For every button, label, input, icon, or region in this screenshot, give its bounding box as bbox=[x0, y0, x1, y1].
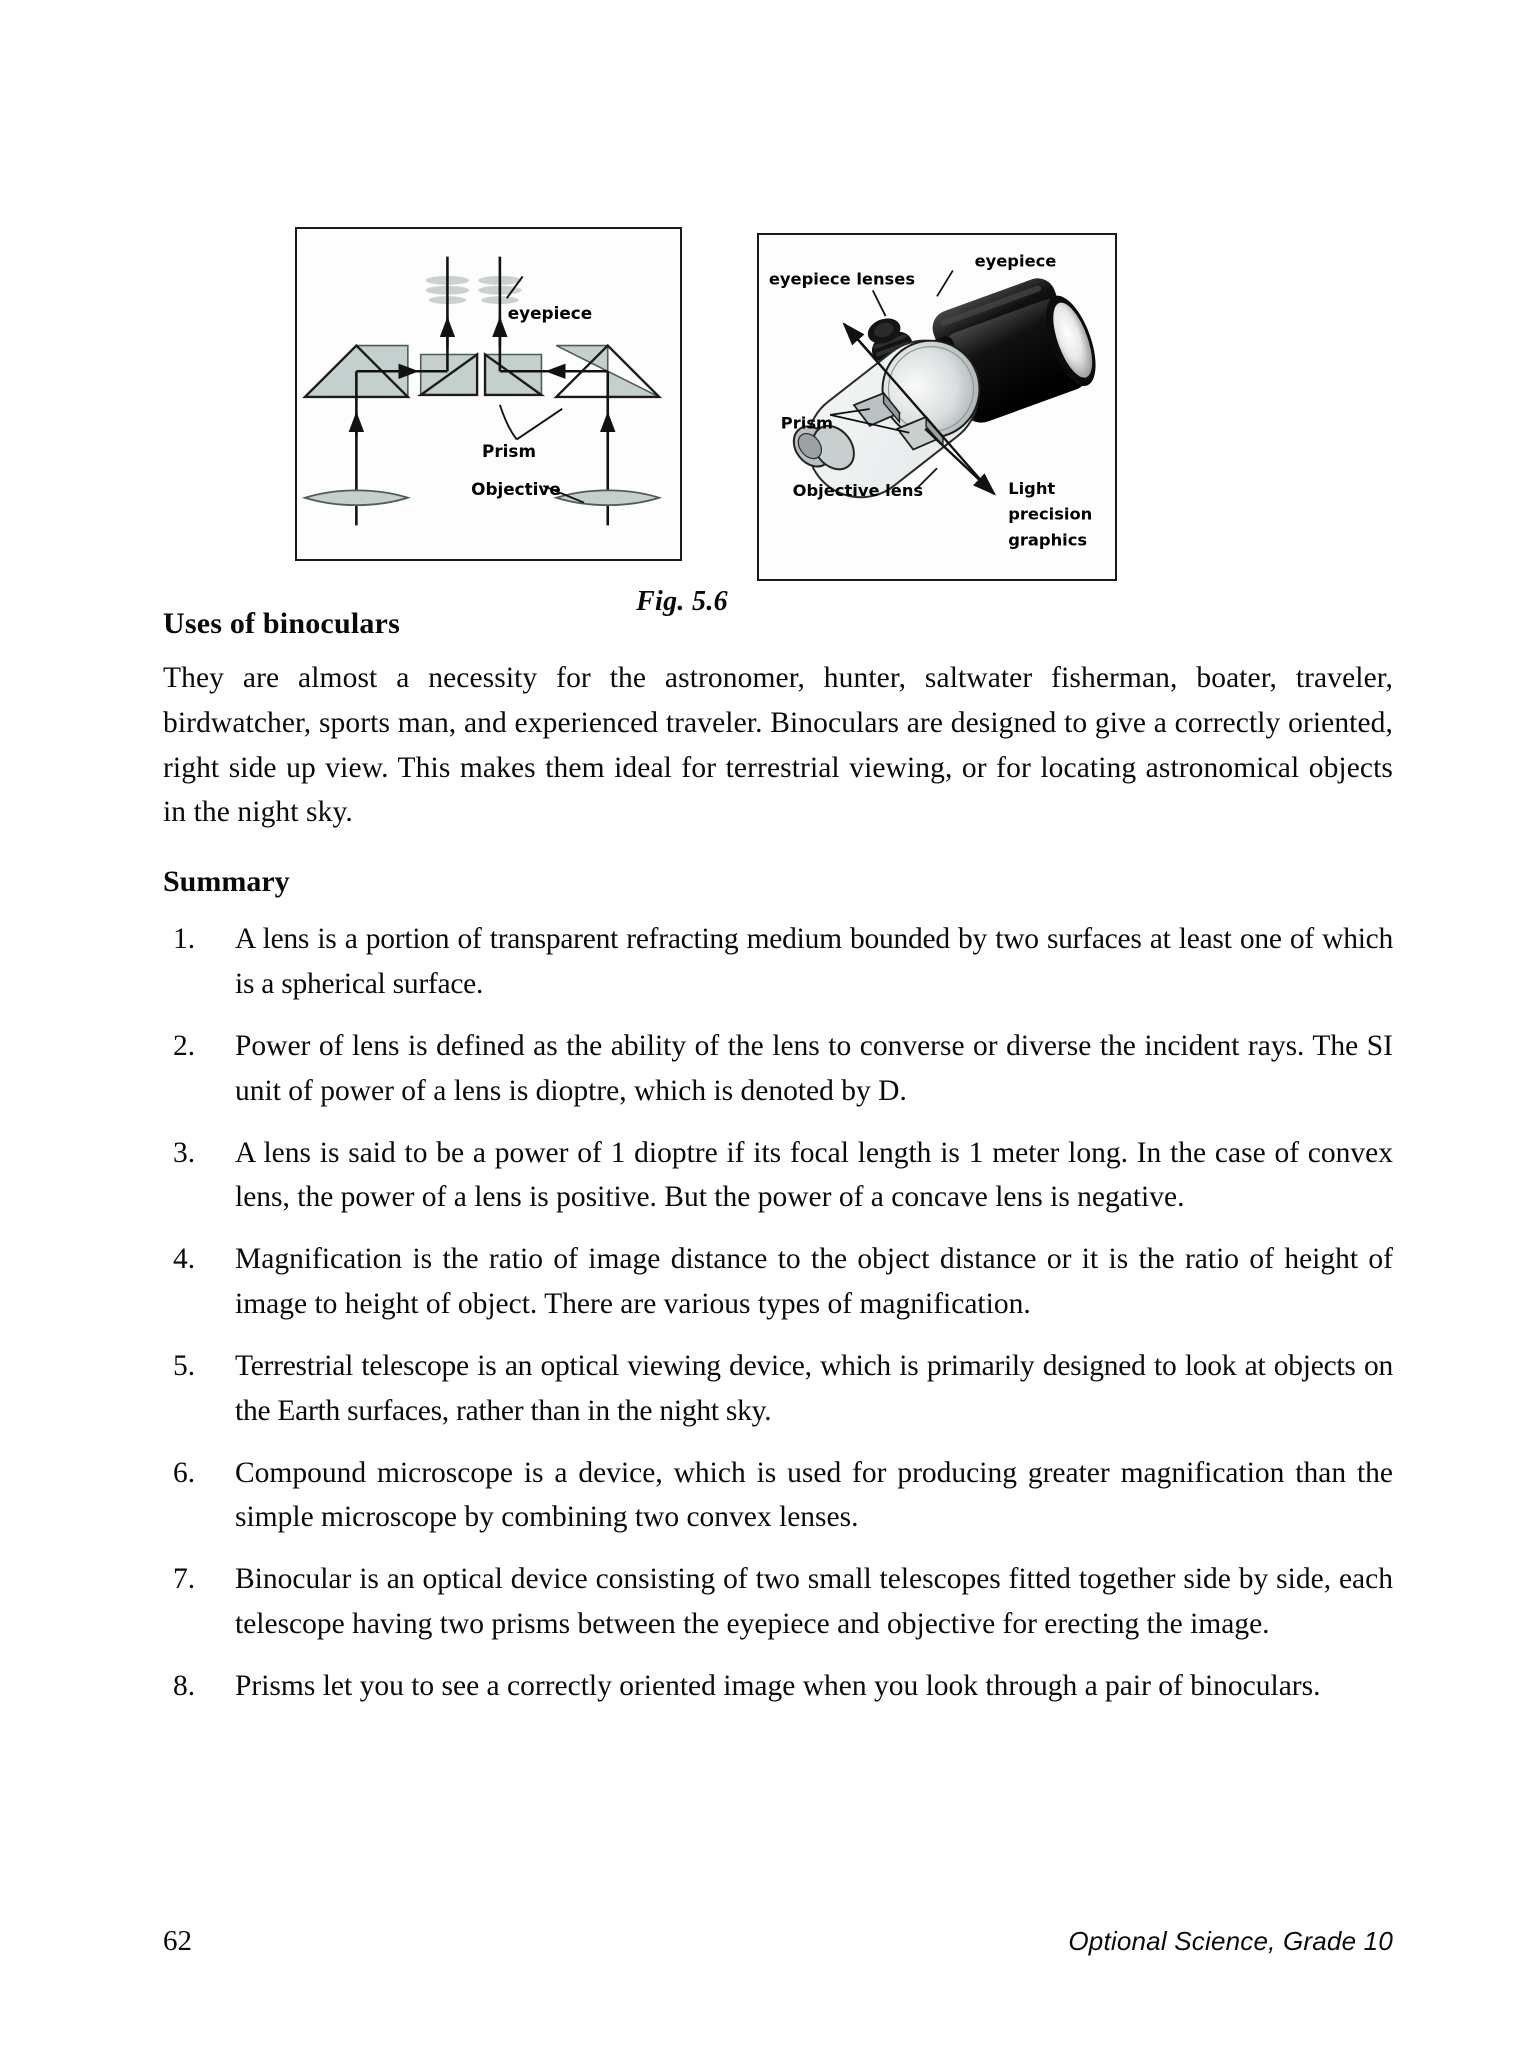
label-prism: Prism bbox=[780, 413, 834, 433]
label-objective: Objective bbox=[471, 478, 561, 499]
figure-5-6 bbox=[0, 0, 1536, 617]
page-number: 62 bbox=[163, 1925, 192, 1957]
label-eyepiece-lenses: eyepiece lenses bbox=[768, 269, 916, 289]
section-heading-uses-of-binoculars: Uses of binoculars bbox=[163, 607, 400, 640]
list-item-text: Compound microscope is a device, which is used for producing greater magnification than the simple microscope by combining two convex lenses. bbox=[235, 1456, 1393, 1534]
list-item-text: A lens is a portion of transparent refracting medium bounded by two surfaces at least one of which is a spherical surface. bbox=[235, 923, 1393, 1001]
binocular-illustration-svg bbox=[759, 235, 1115, 579]
prism-shape bbox=[485, 354, 541, 395]
objective-lens-shape bbox=[305, 490, 408, 505]
label-eyepiece: eyepiece bbox=[974, 251, 1057, 271]
book-title: Optional Science, Grade 10 bbox=[1068, 1926, 1393, 1956]
list-item-number: 3. bbox=[173, 1136, 196, 1169]
list-item-text: Magnification is the ratio of image distance to the object distance or it is the ratio of height of image to height of object. There are various types of magnification. bbox=[235, 1243, 1393, 1321]
section-heading-summary: Summary bbox=[163, 865, 290, 899]
list-item bbox=[163, 1024, 1393, 1114]
uses-paragraph: They are almost a necessity for the astronomer, hunter, saltwater fisherman, boater, traveler, birdwatcher, sports man, and experienced traveler. Binoculars are designed to give a correctly oriented, right side up view. This makes them ideal for terrestrial viewing, or for locating astronomical objects in the night sky. bbox=[163, 662, 1393, 829]
prism-shape bbox=[421, 354, 477, 395]
list-item bbox=[163, 1237, 1393, 1327]
credit-line-3: graphics bbox=[1008, 530, 1088, 550]
list-item-number: 1. bbox=[173, 923, 196, 956]
list-item-number: 6. bbox=[173, 1456, 196, 1489]
page-footer bbox=[163, 1925, 1393, 1958]
list-item-text: Terrestrial telescope is an optical viewing device, which is primarily designed to look at objects on the Earth surfaces, rather than in the night sky. bbox=[235, 1349, 1393, 1427]
list-item bbox=[163, 1344, 1393, 1434]
list-item-number: 5. bbox=[173, 1349, 196, 1382]
credit-line-1: Light bbox=[1008, 478, 1056, 498]
label-prism: Prism bbox=[482, 441, 536, 462]
list-item-number: 4. bbox=[173, 1243, 196, 1276]
list-item-text: A lens is said to be a power of 1 dioptre if its focal length is 1 meter long. In the case of convex lens, the power of a lens is positive. But the power of a concave lens is negative. bbox=[235, 1136, 1393, 1214]
list-item bbox=[163, 1131, 1393, 1221]
list-item bbox=[163, 1557, 1393, 1647]
summary-list bbox=[163, 917, 1393, 1708]
page-content bbox=[163, 606, 1393, 1709]
credit-line-2: precision bbox=[1008, 504, 1093, 524]
list-item-number: 8. bbox=[173, 1669, 196, 1702]
list-item bbox=[163, 1664, 1393, 1709]
list-item-text: Power of lens is defined as the ability of the lens to converse or diverse the incident rays. The SI unit of power of a lens is dioptre, which is denoted by D. bbox=[235, 1029, 1393, 1107]
ray-diagram-svg bbox=[297, 229, 680, 559]
list-item-number: 2. bbox=[173, 1029, 196, 1062]
list-item bbox=[163, 917, 1393, 1007]
label-objective-lens: Objective lens bbox=[792, 480, 924, 500]
list-item-number: 7. bbox=[173, 1563, 196, 1596]
binocular-ray-diagram-panel bbox=[295, 227, 682, 561]
list-item-text: Prisms let you to see a correctly oriented image when you look through a pair of binoculars. bbox=[235, 1669, 1321, 1702]
figure-caption-text: Fig. 5.6 bbox=[636, 586, 728, 617]
list-item-text: Binocular is an optical device consisting of two small telescopes fitted together side by side, each telescope having two prisms between the eyepiece and objective for erecting the image. bbox=[235, 1563, 1393, 1641]
list-item bbox=[163, 1451, 1393, 1541]
label-eyepiece: eyepiece bbox=[507, 302, 593, 323]
binocular-illustration-panel bbox=[757, 233, 1117, 581]
